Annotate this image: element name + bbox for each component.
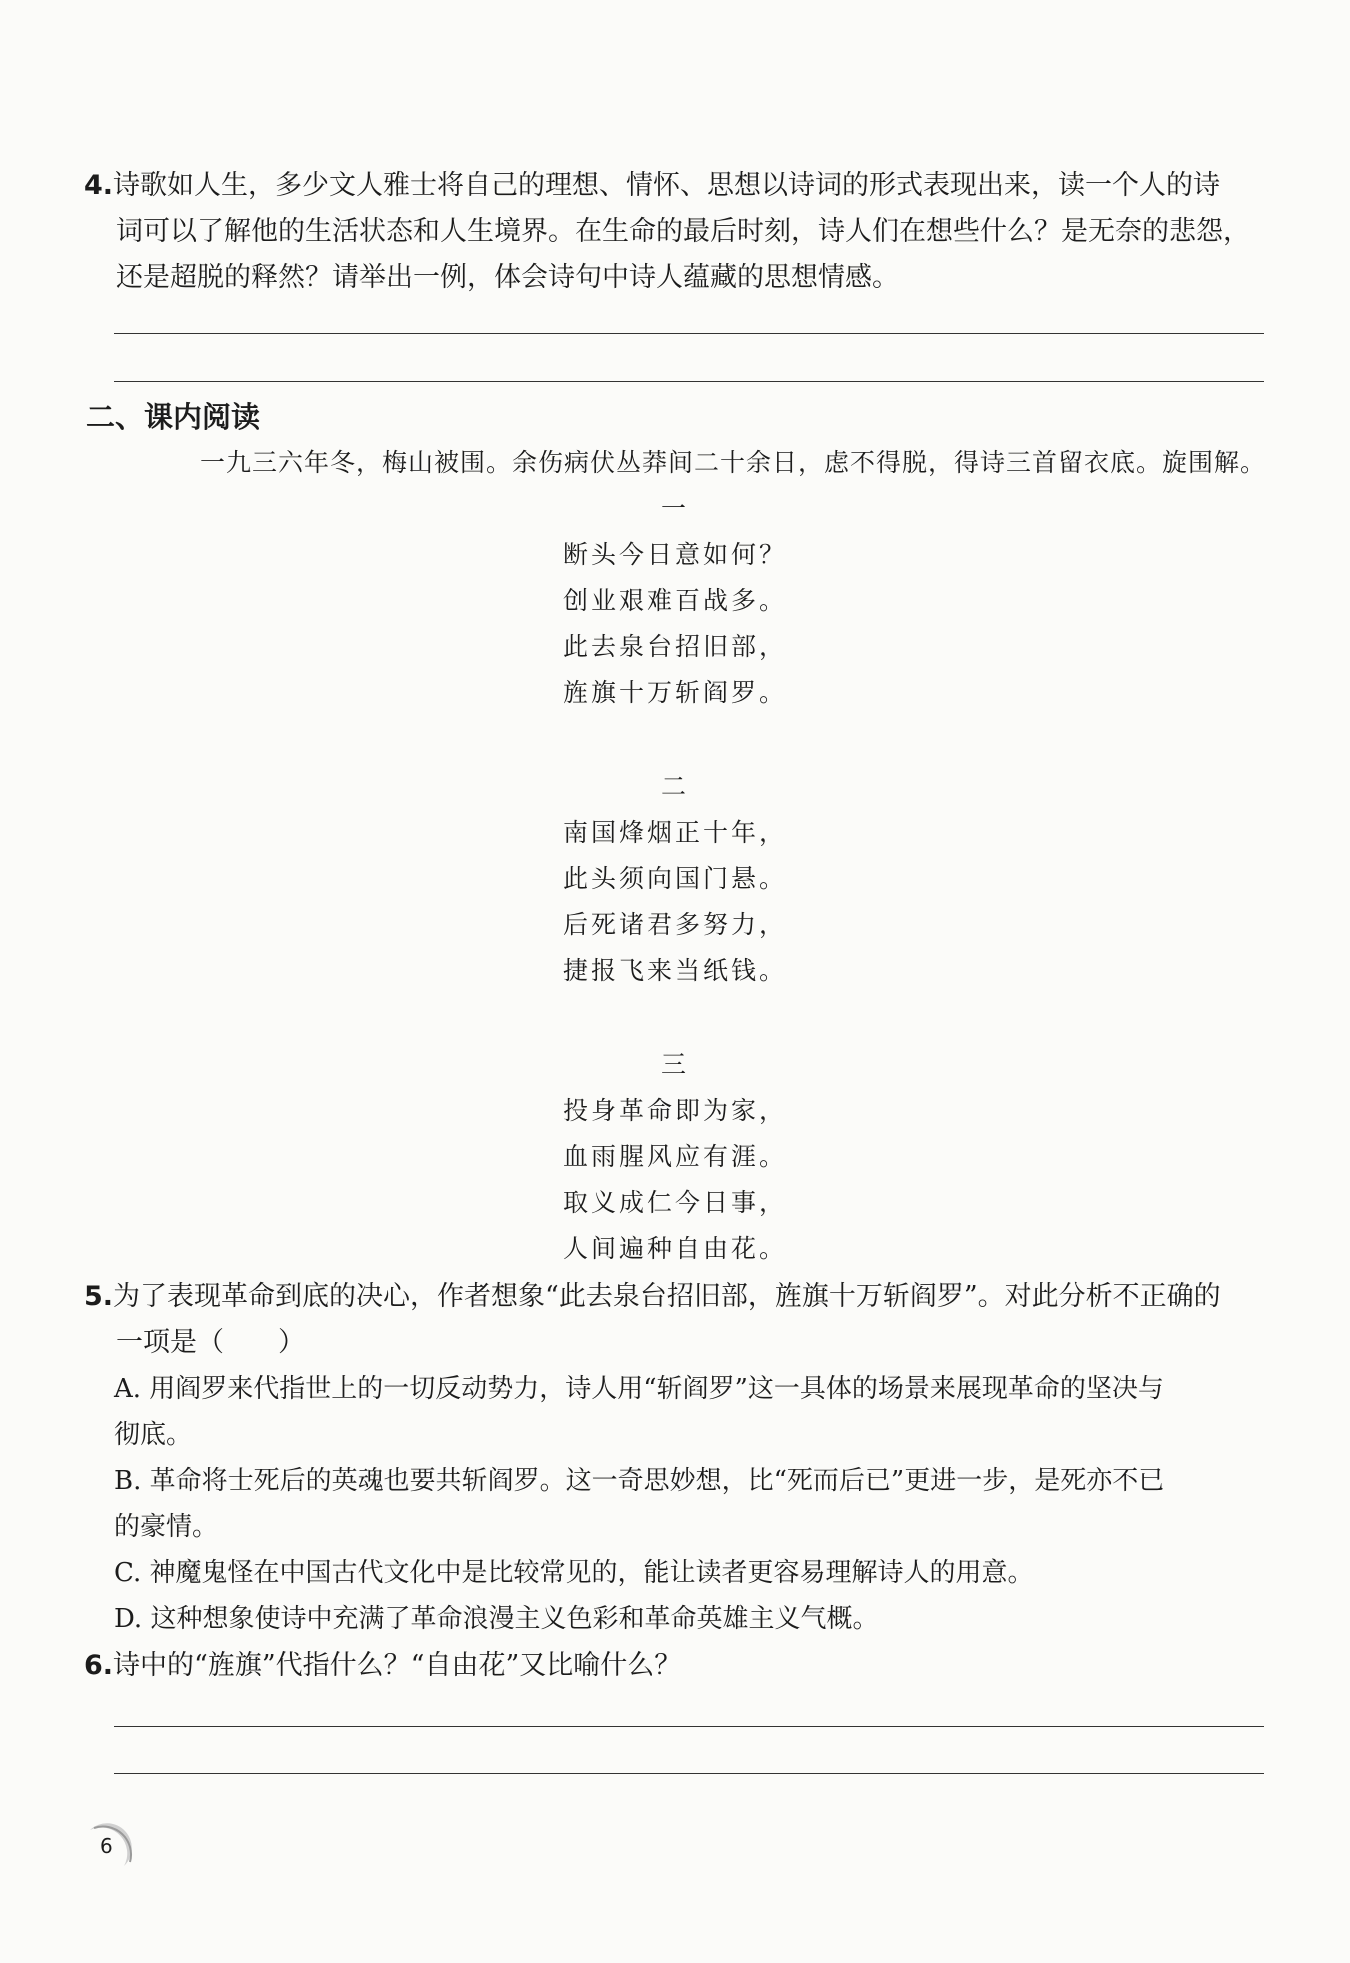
poem-1-line-3: 此去泉台招旧部，	[562, 632, 787, 661]
question-4	[84, 163, 1264, 301]
poem-2-line-4: 捷报飞来当纸钱。	[562, 956, 787, 985]
question-5-text-line-2[interactable]: 一项是（ ）	[116, 1327, 305, 1358]
poem-3-line-4: 人间遍种自由花。	[562, 1234, 787, 1263]
option-a-line-2: 彻底。	[114, 1420, 193, 1450]
question-6	[84, 1643, 1264, 1689]
option-c[interactable]	[114, 1550, 1264, 1596]
question-5	[84, 1274, 1264, 1366]
question-5-number: 5.	[84, 1281, 114, 1312]
poem-3-line-3: 取义成仁今日事，	[562, 1188, 787, 1217]
question-4-number: 4.	[84, 170, 114, 201]
page-number-badge	[80, 1822, 136, 1878]
poem-preface: 一九三六年冬，梅山被围。余伤病伏丛莽间二十余日，虑不得脱，得诗三首留衣底。旋围解。	[200, 448, 1267, 477]
poem-1-line-4: 旌旗十万斩阎罗。	[562, 678, 787, 707]
poem-3	[0, 1042, 1350, 1272]
poem-3-line-2: 血雨腥风应有涯。	[562, 1142, 787, 1171]
poem-2-line-1: 南国烽烟正十年，	[562, 818, 787, 847]
question-4-text-line-3: 还是超脱的释然？请举出一例，体会诗句中诗人蕴藏的思想情感。	[116, 262, 899, 293]
poem-2	[0, 764, 1350, 994]
option-a[interactable]	[114, 1366, 1264, 1458]
option-b[interactable]	[114, 1458, 1264, 1550]
page-number: 6	[100, 1834, 113, 1858]
option-c-text: C. 神魔鬼怪在中国古代文化中是比较常见的，能让读者更容易理解诗人的用意。	[114, 1558, 1034, 1588]
option-b-line-1: B. 革命将士死后的英魂也要共斩阎罗。这一奇思妙想，比“死而后已”更进一步，是死亦不已	[114, 1466, 1165, 1496]
section-title: 二、课内阅读	[86, 400, 261, 434]
answer-line-q4-2[interactable]	[114, 381, 1264, 382]
question-6-text: 诗中的“旌旗”代指什么？“自由花”又比喻什么？	[113, 1650, 682, 1681]
question-5-text-line-1: 为了表现革命到底的决心，作者想象“此去泉台招旧部，旌旗十万斩阎罗”。对此分析不正确的	[113, 1281, 1221, 1312]
option-d-text: D. 这种想象使诗中充满了革命浪漫主义色彩和革命英雄主义气概。	[114, 1604, 879, 1634]
question-6-number: 6.	[84, 1650, 114, 1681]
question-4-text-line-1: 诗歌如人生，多少文人雅士将自己的理想、情怀、思想以诗词的形式表现出来，读一个人的诗	[113, 170, 1221, 201]
answer-line-q6-2[interactable]	[114, 1773, 1264, 1774]
poem-1-line-1: 断头今日意如何？	[562, 540, 787, 569]
answer-line-q6-1[interactable]	[114, 1726, 1264, 1727]
poem-1	[0, 486, 1350, 716]
option-b-line-2: 的豪情。	[114, 1512, 219, 1542]
answer-line-q4-1[interactable]	[114, 333, 1264, 334]
poem-3-number: 三	[660, 1050, 689, 1079]
option-a-line-1: A. 用阎罗来代指世上的一切反动势力，诗人用“斩阎罗”这一具体的场景来展现革命的坚决与	[114, 1374, 1164, 1404]
poem-3-line-1: 投身革命即为家，	[562, 1096, 787, 1125]
poem-2-line-2: 此头须向国门悬。	[562, 864, 787, 893]
poem-1-line-2: 创业艰难百战多。	[562, 586, 787, 615]
poem-2-number: 二	[660, 772, 689, 801]
poem-2-line-3: 后死诸君多努力，	[562, 910, 787, 939]
question-4-text-line-2: 词可以了解他的生活状态和人生境界。在生命的最后时刻，诗人们在想些什么？是无奈的悲怨，	[116, 216, 1250, 247]
poem-1-number: 一	[660, 494, 689, 523]
option-d[interactable]	[114, 1596, 1264, 1642]
